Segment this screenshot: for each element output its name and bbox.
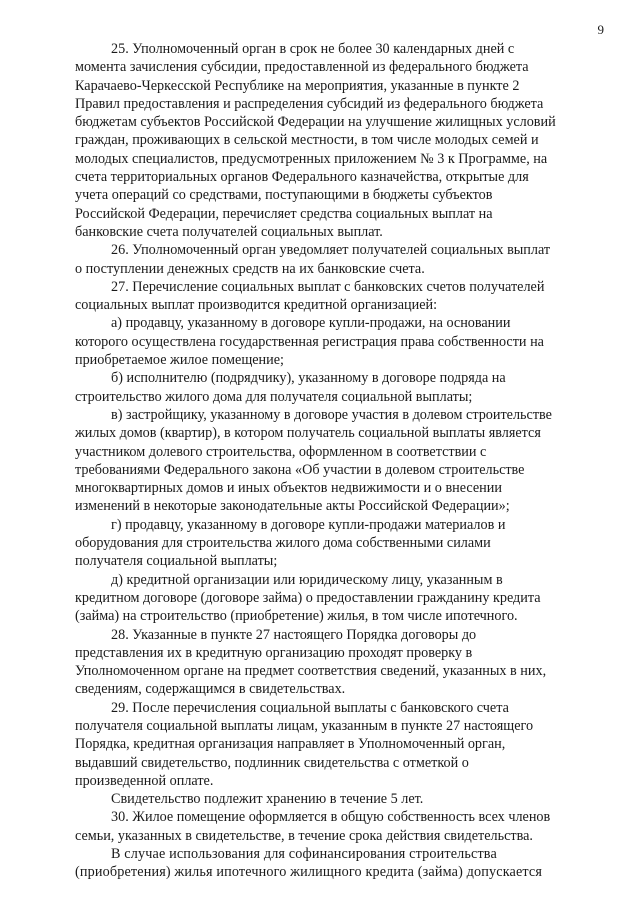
paragraph-27: 27. Перечисление социальных выплат с банковских счетов получателей социальных выплат производится кредитной организацией: bbox=[75, 278, 545, 314]
paragraph-27-v: в) застройщику, указанному в договоре участия в долевом строительстве жилых домов (квартир), в котором получатель социальной выплаты является участником долевого строительства, оформленном в соответствии с требованиями Федерального закона «Об участии в долевом строительстве многоквартирных домов и иных объектов недвижимости и о внесении изменений в некоторые законодательные акты Российской Федерации»; bbox=[75, 406, 552, 515]
paragraph-29: 29. После перечисления социальной выплаты с банковского счета получателя социальной выплаты лицам, указанным в пункте 27 настоящего Порядка, кредитная организация направляет в Уполномоченный орган, выдавший свидетельство, подлинник свидетельства с отметкой о произведенной оплате. bbox=[75, 699, 534, 789]
document-body bbox=[75, 40, 603, 882]
paragraph-26: 26. Уполномоченный орган уведомляет получателей социальных выплат о поступлении денежных средств на их банковские счета. bbox=[75, 242, 551, 277]
paragraph-25: 25. Уполномоченный орган в срок не более 30 календарных дней с момента зачисления субсидии, предоставленной из федерального бюджета Карачаево-Черкесской Республике на мероприятия, указанные в пункте 2 Правил предоставления и распределения субсидий из федерального бюджета бюджетам субъектов Российской Федерации на улучшение жилищных условий граждан, проживающих в сельской местности, в том числе молодых семей и молодых специалистов, предусмотренных приложением № 3 к Программе, на счета территориальных органов Федерального казначейства, открытые для учета операций со средствами, поступающими в бюджеты субъектов Российской Федерации, перечисляет средства социальных выплат на банковские счета получателей социальных выплат. bbox=[75, 41, 556, 240]
paragraph-30-mortgage: В случае использования для софинансирования строительства (приобретения) жилья ипотечного жилищного кредита (займа) допускается bbox=[75, 846, 543, 881]
paragraph-27-d: д) кредитной организации или юридическому лицу, указанным в кредитном договоре (договоре займа) о предоставлении гражданину кредита (займа) на строительство (приобретение) жилья, в том числе ипотечного. bbox=[75, 571, 541, 625]
paragraph-28: 28. Указанные в пункте 27 настоящего Порядка договоры до представления их в кредитную организацию проходят проверку в Уполномоченном органе на предмет соответствия сведений, указанных в них, сведениям, содержащимся в свидетельствах. bbox=[75, 626, 547, 698]
paragraph-29-storage: Свидетельство подлежит хранению в течение 5 лет. bbox=[111, 791, 424, 808]
paragraph-30: 30. Жилое помещение оформляется в общую собственность всех членов семьи, указанных в свидетельстве, в течение срока действия свидетельства. bbox=[75, 809, 551, 844]
page-number: 9 bbox=[597, 22, 604, 37]
paragraph-27-g: г) продавцу, указанному в договоре купли-продажи материалов и оборудования для строительства жилого дома собственными силами получателя социальной выплаты; bbox=[75, 516, 506, 570]
paragraph-27-a: а) продавцу, указанному в договоре купли-продажи, на основании которого осуществлена государственная регистрация права собственности на приобретаемое жилое помещение; bbox=[75, 315, 544, 369]
paragraph-27-b: б) исполнителю (подрядчику), указанному в договоре подряда на строительство жилого дома для получателя социальной выплаты; bbox=[75, 370, 506, 405]
